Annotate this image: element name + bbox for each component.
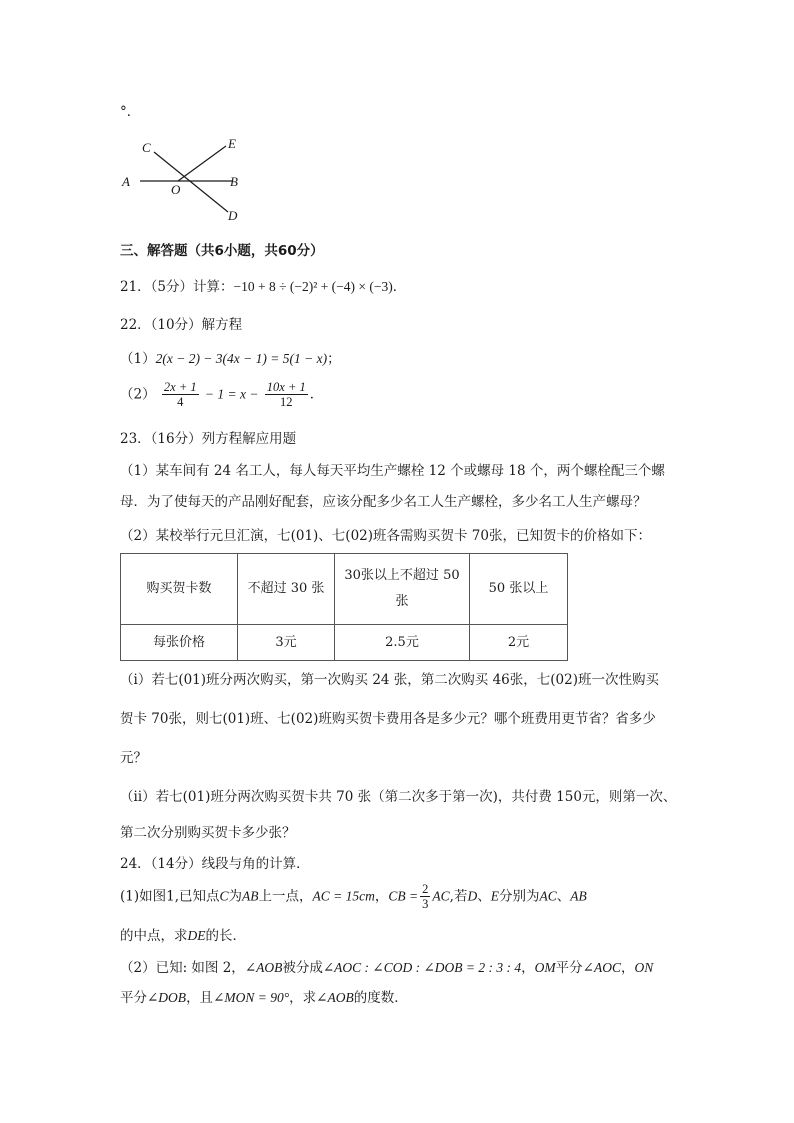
label-B: B	[230, 174, 238, 189]
question-21	[120, 275, 406, 295]
angle-diagram	[116, 132, 246, 227]
q23-i-line1: （ⅰ）若七(01)班分两次购买，第一次购买 24 张，第二次购买 46张，七(02)班一次性购买	[120, 672, 659, 688]
q23-ii-line1: （ⅱ）若七(01)班分两次购买贺卡共 70 张（第二次多于第一次)，共付费 150元，则第一次、	[120, 789, 677, 805]
q24-fraction: $\frac{2}{3}$	[422, 882, 429, 912]
label-A: A	[122, 174, 130, 189]
q24-p2-line2: 平分∠DOB，且∠MON = 90°，求∠AOB的度数．	[120, 990, 408, 1006]
table-cell: 2.5元	[335, 625, 470, 661]
q22-fraction-1: $\frac{2x + 1}{4}$	[163, 380, 197, 410]
q22-part1	[120, 347, 341, 367]
q22-p2-middle: − 1 = x −	[204, 386, 259, 402]
label-O: O	[171, 182, 181, 197]
q21-suffix: ．	[392, 279, 407, 295]
table-row	[121, 554, 568, 625]
q22-part2	[120, 380, 323, 410]
table-cell: 3元	[238, 625, 335, 661]
table-row-label: 每张价格	[121, 625, 238, 661]
label-D: D	[228, 208, 238, 223]
section-heading: 三、解答题（共6小题，共60分）	[120, 243, 324, 259]
table-cell: 2元	[470, 625, 568, 661]
line-OE	[178, 146, 226, 181]
label-C: C	[142, 140, 151, 155]
table-header-cell: 不超过 30 张	[238, 554, 335, 625]
q22-p1-equation: 2(x − 2) − 3(4x − 1) = 5(1 − x)	[155, 351, 328, 366]
table-header-cell: 30张以上不超过 50 张	[335, 554, 470, 625]
line-CD	[154, 152, 228, 212]
q23-p2-line: （2）某校举行元旦汇演，七(01)、七(02)班各需购买贺卡 70张，已知贺卡的价格如下：	[120, 528, 651, 544]
price-table	[120, 553, 568, 661]
q24-p1-line2: 的中点，求DE的长．	[120, 928, 246, 944]
q21-prefix: 21．（5分）计算：	[120, 279, 234, 295]
q23-p1-line2: 母．为了使每天的产品刚好配套，应该分配多少名工人生产螺栓，多少名工人生产螺母？	[120, 494, 647, 510]
table-row	[121, 625, 568, 661]
q24-p1-line1: (1)如图1,已知点C为AB上一点，AC = 15cm，CB = $\frac{2}{3}$ AC,若D、E分别为AC、AB	[120, 882, 587, 912]
table-header-cell: 50 张以上	[470, 554, 568, 625]
q22-p1-suffix: ；	[327, 351, 341, 367]
top-fragment: °．	[120, 104, 141, 120]
q21-expression: −10 + 8 ÷ (−2)² + (−4) × (−3)	[233, 279, 393, 294]
question-22: 22．（10分）解方程	[120, 317, 243, 333]
table-header-cell: 购买贺卡数	[121, 554, 238, 625]
q22-p1-label: （1）	[120, 351, 156, 367]
q23-i-line2: 贺卡 70张，则七(01)班、七(02)班购买贺卡费用各是多少元？哪个班费用更节省？省多少	[120, 711, 656, 727]
question-23: 23．（16分）列方程解应用题	[120, 431, 297, 447]
q24-p2-line1: （2）已知: 如图 2，∠AOB被分成∠AOC : ∠COD : ∠DOB = 2 : 3 : 4，OM平分∠AOC，ON	[120, 960, 654, 976]
q23-i-line3: 元？	[120, 750, 147, 766]
q22-p2-label: （2）	[120, 386, 156, 403]
q22-fraction-2: $\frac{10x + 1}{12}$	[266, 380, 306, 410]
q22-p2-suffix: ．	[309, 386, 324, 403]
question-24: 24．（14分）线段与角的计算．	[120, 856, 310, 872]
q23-ii-line2: 第二次分别购买贺卡多少张？	[120, 825, 296, 841]
q23-p1-line1: （1）某车间有 24 名工人，每人每天平均生产螺栓 12 个或螺母 18 个，两个螺栓配三个螺	[120, 463, 665, 479]
label-E: E	[228, 136, 236, 151]
